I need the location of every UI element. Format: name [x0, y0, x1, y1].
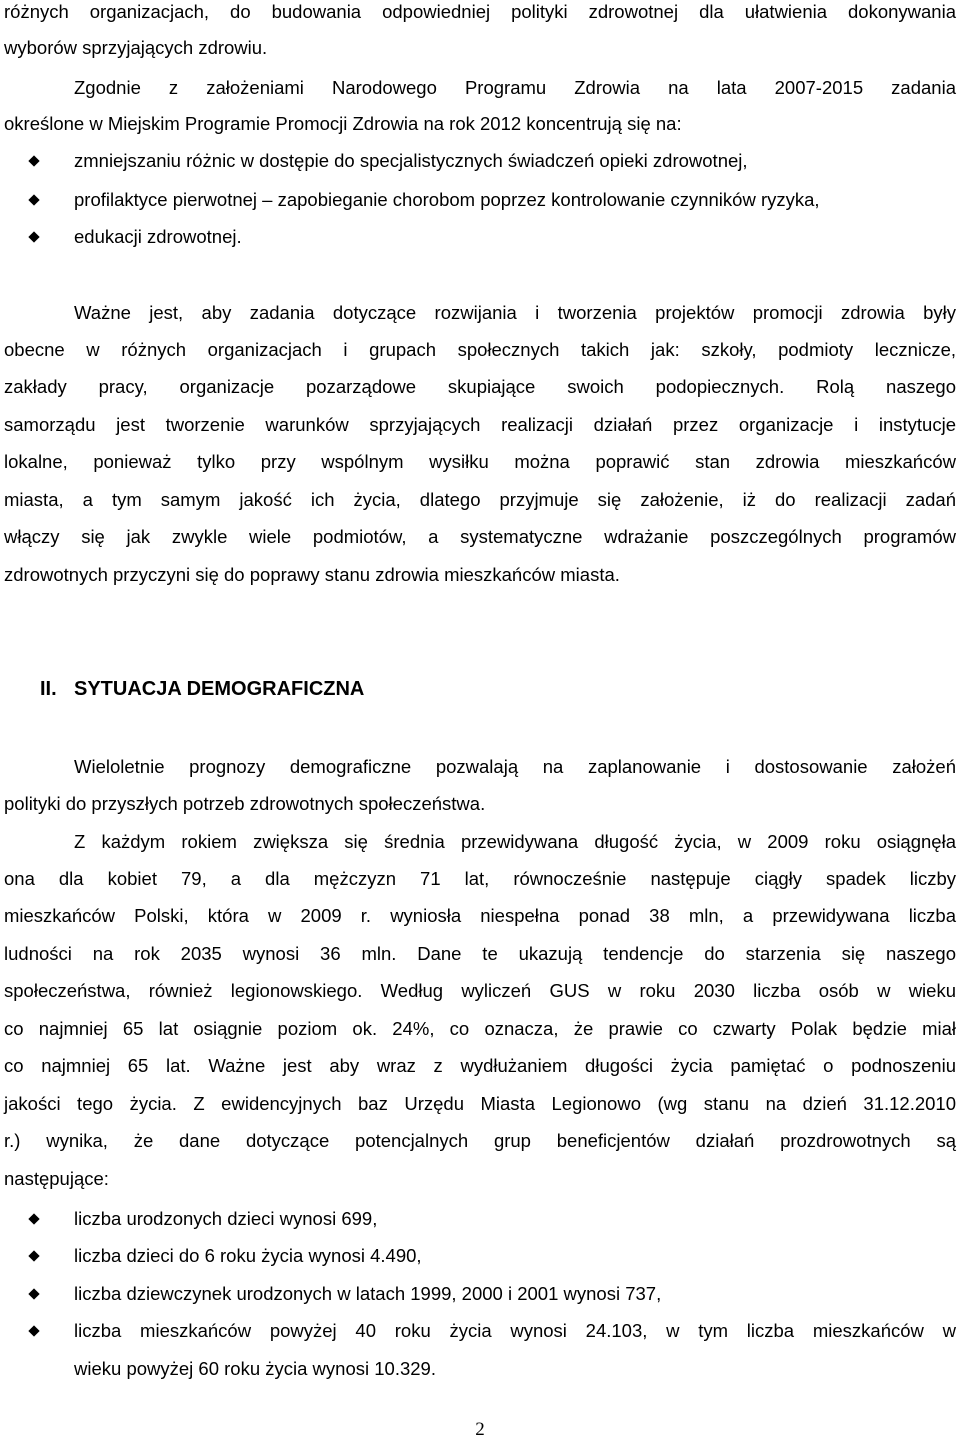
paragraph-line: jakości tego życia. Z ewidencyjnych baz Urzędu Miasta Legionowo (wg stanu na dzień 31.12.2010: [4, 1093, 956, 1114]
diamond-bullet-icon: [28, 1250, 39, 1261]
paragraph-line: samorządu jest tworzenie warunków sprzyjających realizacji działań przez organizacje i instytucje: [4, 414, 956, 435]
paragraph-line: zakłady pracy, organizacje pozarządowe skupiające swoich podopiecznych. Rolą naszego: [4, 376, 956, 397]
paragraph-line: następujące:: [4, 1168, 109, 1189]
paragraph-line: Wieloletnie prognozy demograficzne pozwalają na zaplanowanie i dostosowanie założeń: [74, 756, 956, 777]
paragraph-line: Zgodnie z założeniami Narodowego Programu Zdrowia na lata 2007-2015 zadania: [74, 77, 956, 98]
paragraph-line: ludności na rok 2035 wynosi 36 mln. Dane te ukazują tendencje do starzenia się naszego: [4, 943, 956, 964]
paragraph-line: mieszkańców Polski, która w 2009 r. wyniosła niespełna ponad 38 mln, a przewidywana liczba: [4, 905, 956, 926]
list-item-continuation: wieku powyżej 60 roku życia wynosi 10.329.: [74, 1358, 436, 1379]
paragraph-line: r.) wynika, że dane dotyczące potencjalnych grup beneficjentów działań prozdrowotnych są: [4, 1130, 956, 1151]
diamond-bullet-icon: [28, 231, 39, 242]
paragraph-line: co najmniej 65 lat osiągnie poziom ok. 24%, co oznacza, że prawie co czwarty Polak będzie miał: [4, 1018, 956, 1039]
list-item: liczba mieszkańców powyżej 40 roku życia wynosi 24.103, w tym liczba mieszkańców w: [4, 1320, 956, 1342]
diamond-bullet-icon: [28, 155, 39, 166]
paragraph-line: co najmniej 65 lat. Ważne jest aby wraz z wydłużaniem długości życia pamiętać o podnoszeniu: [4, 1055, 956, 1076]
section-number: II.: [40, 678, 57, 700]
diamond-bullet-icon: [28, 194, 39, 205]
paragraph-line: lokalne, ponieważ tylko przy wspólnym wysiłku można poprawić stan zdrowia mieszkańców: [4, 451, 956, 472]
paragraph-line: Z każdym rokiem zwiększa się średnia przewidywana długość życia, w 2009 roku osiągnęła: [74, 831, 956, 852]
section-title: SYTUACJA DEMOGRAFICZNA: [74, 678, 365, 700]
list-item: liczba dziewczynek urodzonych w latach 1999, 2000 i 2001 wynosi 737,: [4, 1283, 956, 1305]
paragraph-line: społeczeństwa, również legionowskiego. Według wyliczeń GUS w roku 2030 liczba osób w wieku: [4, 980, 956, 1001]
list-item: profilaktyce pierwotnej – zapobieganie chorobom poprzez kontrolowanie czynników ryzyka,: [4, 189, 956, 211]
paragraph-line: polityki do przyszłych potrzeb zdrowotnych społeczeństwa.: [4, 793, 486, 814]
paragraph-line: Ważne jest, aby zadania dotyczące rozwijania i tworzenia projektów promocji zdrowia były: [74, 302, 956, 323]
diamond-bullet-icon: [28, 1325, 39, 1336]
paragraph-line: określone w Miejskim Programie Promocji Zdrowia na rok 2012 koncentrują się na:: [4, 113, 682, 134]
diamond-bullet-icon: [28, 1213, 39, 1224]
paragraph-line: miasta, a tym samym jakość ich życia, dlatego przyjmuje się założenie, iż do realizacji zadań: [4, 489, 956, 510]
list-item: liczba dzieci do 6 roku życia wynosi 4.490,: [4, 1245, 956, 1267]
list-item: liczba urodzonych dzieci wynosi 699,: [4, 1208, 956, 1230]
paragraph-line: włączy się jak zwykle wiele podmiotów, a systematyczne wdrażanie poszczególnych programów: [4, 526, 956, 547]
paragraph-line: wyborów sprzyjających zdrowiu.: [4, 37, 268, 58]
paragraph-line: ona dla kobiet 79, a dla mężczyzn 71 lat, równocześnie następuje ciągły spadek liczby: [4, 868, 956, 889]
list-item: edukacji zdrowotnej.: [4, 226, 956, 248]
paragraph-line: różnych organizacjach, do budowania odpowiedniej polityki zdrowotnej dla ułatwienia dokonywania: [4, 1, 956, 22]
diamond-bullet-icon: [28, 1288, 39, 1299]
list-item: zmniejszaniu różnic w dostępie do specjalistycznych świadczeń opieki zdrowotnej,: [4, 150, 956, 172]
paragraph-line: zdrowotnych przyczyni się do poprawy stanu zdrowia mieszkańców miasta.: [4, 564, 620, 585]
section-heading: [40, 677, 364, 701]
page-number: 2: [475, 1419, 485, 1440]
paragraph-line: obecne w różnych organizacjach i grupach społecznych takich jak: szkoły, podmioty lecznicze,: [4, 339, 956, 360]
